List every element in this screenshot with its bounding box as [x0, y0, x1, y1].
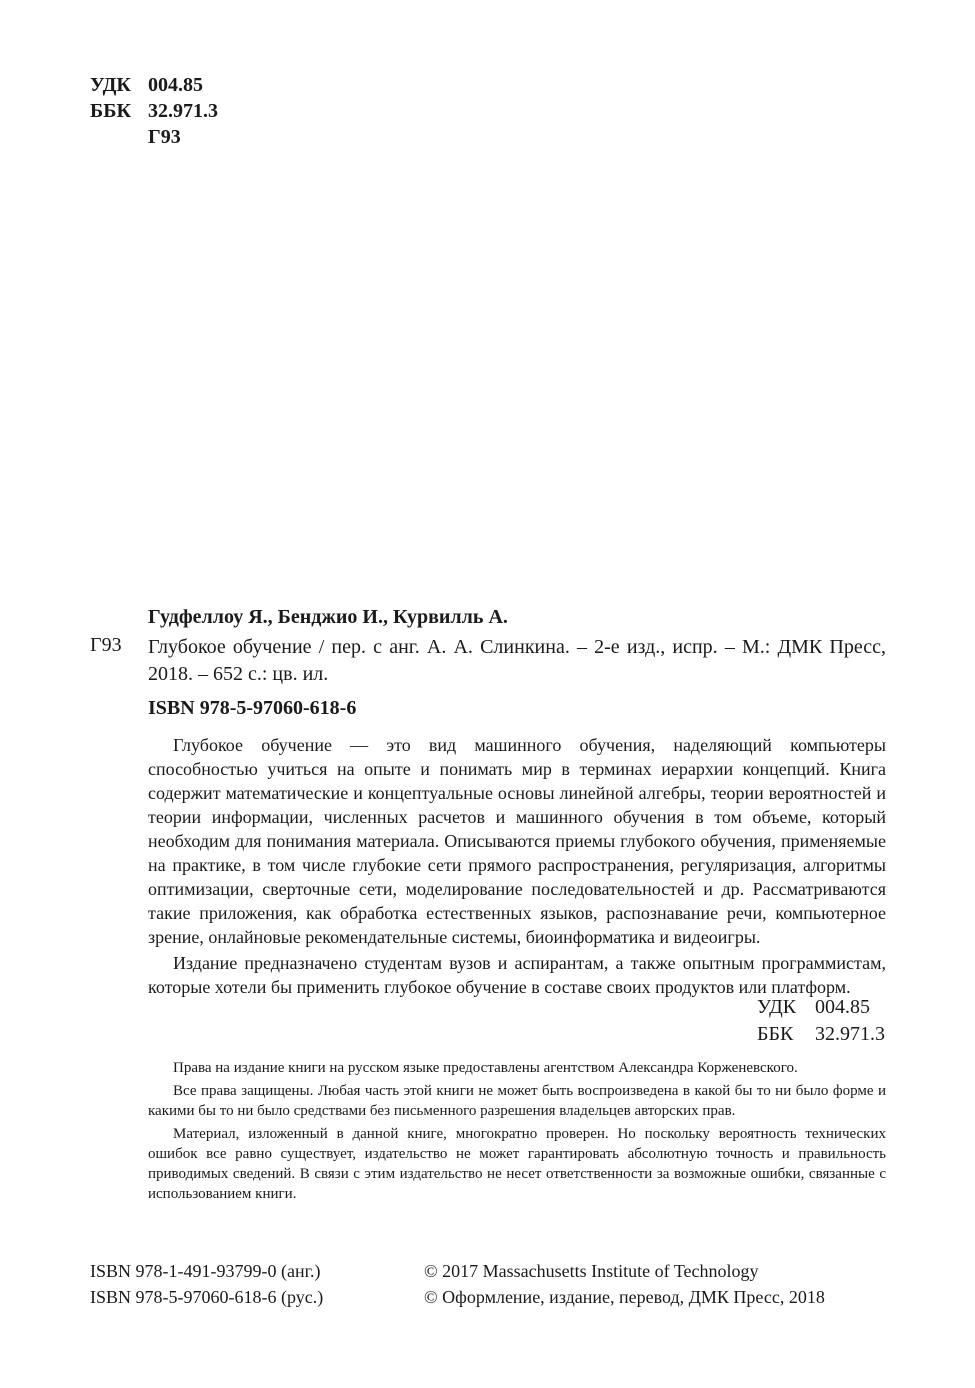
udk-value: 004.85: [815, 996, 870, 1018]
bbk-value: 32.971.3: [815, 1023, 885, 1045]
record-bibliographic-description: Глубокое обучение / пер. с анг. А. А. Слинкина. – 2-е изд., испр. – М.: ДМК Пресс, 2018. – 652 с.: цв. ил.: [148, 636, 886, 685]
header-bbk-label: ББК: [90, 100, 131, 122]
header-udk-label: УДК: [90, 74, 131, 96]
header-udk-value: 004.85: [148, 74, 203, 96]
copyright-translation: © Оформление, издание, перевод, ДМК Пресс, 2018: [424, 1287, 825, 1307]
header-bbk-value: 32.971.3: [148, 100, 218, 122]
abstract: [148, 733, 886, 999]
bbk-label: ББК: [757, 1023, 794, 1045]
isbn-russian: ISBN 978-5-97060-618-6 (рус.): [90, 1287, 324, 1307]
header-udk-row: [90, 72, 218, 98]
abstract-paragraph: Издание предназначено студентам вузов и аспирантам, а также опытным программистам, которые хотели бы применить глубокое обучение в составе своих продуктов или платформ.: [148, 953, 886, 997]
header-bbk-row: [90, 98, 218, 124]
copyright-original: © 2017 Massachusetts Institute of Technology: [424, 1261, 759, 1281]
udk-label: УДК: [757, 996, 797, 1018]
copyright-list: [424, 1258, 825, 1310]
rights-paragraph: Материал, изложенный в данной книге, многократно проверен. Но поскольку вероятность технических ошибок все равно существует, издательство не может гарантировать абсолютную точность и правильность приводимых сведений. В связи с этим издательство не несет ответственности за возможные ошибки, связанные с использованием книги.: [148, 1126, 886, 1202]
bbk-row: [757, 1021, 885, 1048]
record-authors: Гудфеллоу Я., Бенджио И., Курвилль А.: [148, 606, 508, 628]
isbn-original: ISBN 978-1-491-93799-0 (анг.): [90, 1261, 321, 1281]
rights-paragraph: Права на издание книги на русском языке предоставлены агентством Александра Корженевского.: [173, 1060, 798, 1076]
abstract-paragraph: Глубокое обучение — это вид машинного обучения, наделяющий компьютеры способностью учиться на опыте и понимать мир в терминах иерархии концепций. Книга содержит математические и концептуальные основы линейной алгебры, теории вероятностей и теории информации, численных расчетов и машинного обучения в том объеме, который необходим для понимания материала. Описываются приемы глубокого обучения, применяемые на практике, в том числе глубокие сети прямого распространения, регуляризация, алгоритмы оптимизации, сверточные сети, моделирование последовательностей и др. Рассматриваются такие приложения, как обработка естественных языков, распознавание речи, компьютерное зрение, онлайновые рекомендательные системы, биоинформатика и видеоигры.: [148, 735, 886, 947]
classification-codes: [757, 994, 885, 1048]
header-author-mark: Г93: [148, 126, 181, 148]
header-author-mark-row: [90, 124, 218, 150]
rights-paragraph: Все права защищены. Любая часть этой книги не может быть воспроизведена в какой бы то ни было форме и какими бы то ни было средствами без письменного разрешения владельцев авторских прав.: [148, 1083, 886, 1119]
header-classification-codes: [90, 72, 218, 150]
record-author-mark: Г93: [90, 634, 122, 656]
udk-row: [757, 994, 885, 1021]
record-isbn: ISBN 978-5-97060-618-6: [148, 697, 357, 719]
rights-notice: [148, 1058, 886, 1204]
isbn-list: [90, 1258, 323, 1310]
